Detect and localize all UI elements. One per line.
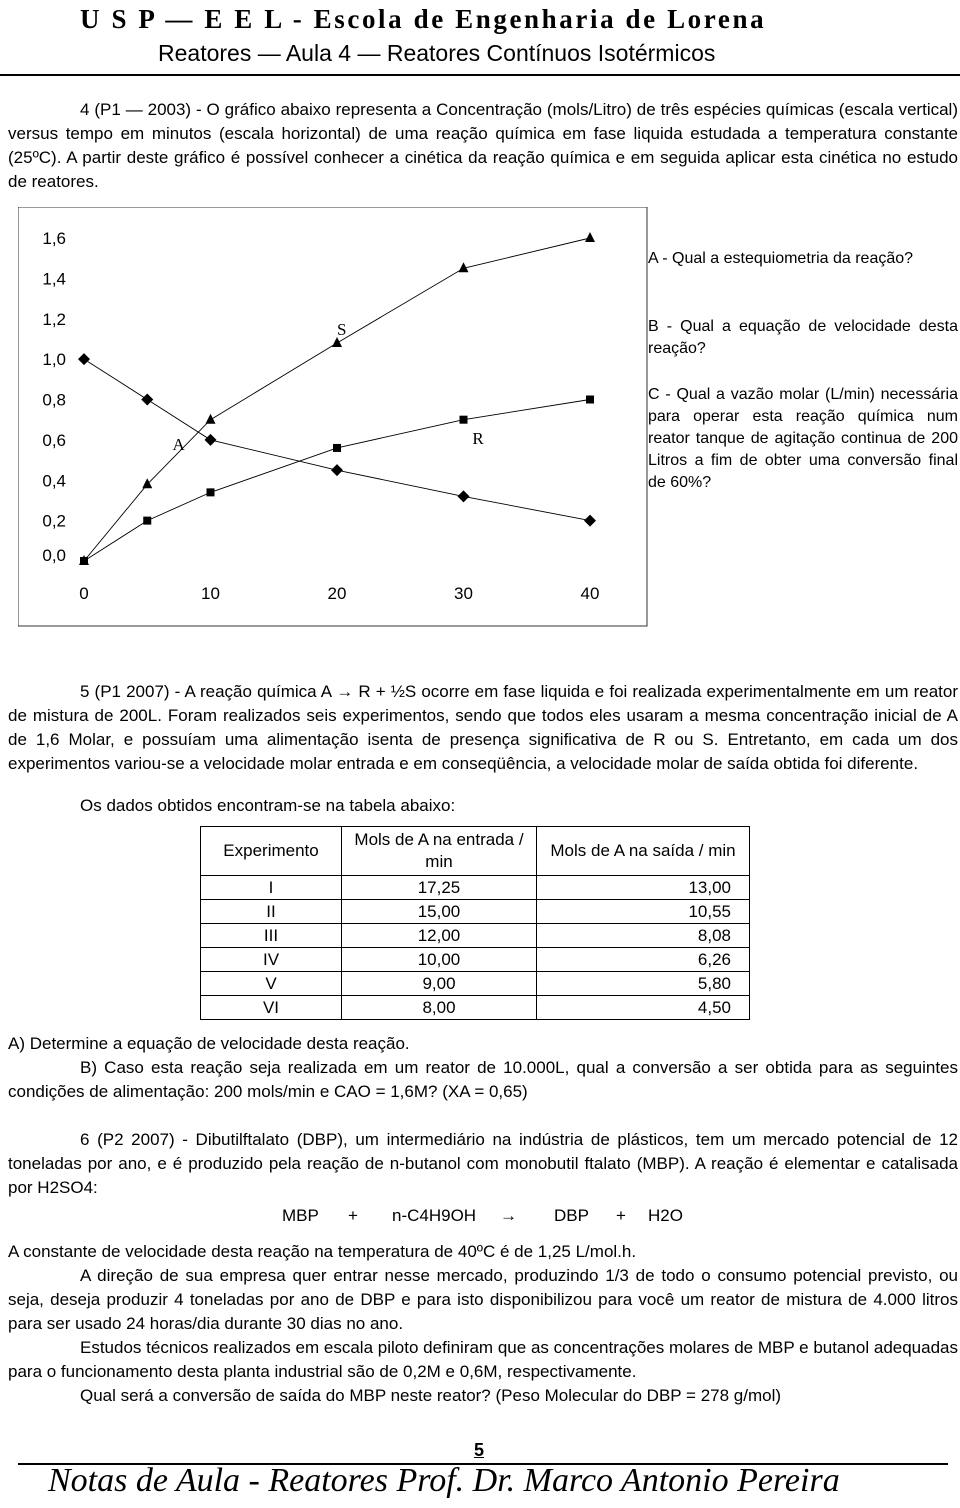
q6-paragraph-5-text: Qual será a conversão de saída do MBP neste reator? (Peso Molecular do DBP = 278 g/mol) — [80, 1386, 782, 1405]
x-tick-label: 0 — [79, 584, 89, 603]
marker-diamond-A — [78, 353, 90, 365]
cell-experiment: I — [201, 876, 342, 900]
course-subtitle: Reatores — Aula 4 — Reatores Contínuos Isotérmicos — [158, 40, 716, 66]
table-header-outlet: Mols de A na saída / min — [537, 827, 750, 876]
table-row — [201, 996, 750, 1020]
q6-paragraph-3-text: A direção de sua empresa quer entrar nesse mercado, produzindo 1/3 de todo o consumo potencial previsto, ou seja, deseja produzir 4 toneladas por ano de DBP e para isto disponibilizou para você um reator de mistura de 4.000 litros para ser usado 24 horas/dia durante 30 dias no ano. — [8, 1266, 958, 1333]
table-row — [201, 900, 750, 924]
cell-inlet: 10,00 — [342, 948, 537, 972]
cell-outlet: 5,80 — [537, 972, 750, 996]
cell-experiment: II — [201, 900, 342, 924]
q5-question-a-text: A) Determine a equação de velocidade desta reação. — [8, 1034, 410, 1053]
q6-paragraph-3 — [8, 1264, 958, 1336]
concentration-chart — [18, 207, 648, 627]
marker-diamond-A — [205, 434, 217, 446]
y-tick-label: 1,4 — [42, 269, 66, 289]
chart-series-lines — [84, 238, 590, 561]
q4-question-a: A - Qual a estequiometria da reação? — [648, 250, 914, 267]
series-line-A — [84, 359, 590, 520]
marker-diamond-A — [584, 515, 596, 527]
table-header-inlet: Mols de A na entrada / min — [342, 827, 537, 876]
eq-water: H2O — [648, 1206, 683, 1225]
marker-square-R — [80, 557, 88, 565]
marker-diamond-A — [141, 394, 153, 406]
y-tick-label: 1,0 — [42, 350, 66, 370]
table-body — [201, 876, 750, 1020]
x-tick-label: 30 — [454, 584, 473, 603]
cell-inlet: 12,00 — [342, 924, 537, 948]
q6-paragraph-5 — [8, 1384, 958, 1408]
y-tick-label: 0,6 — [42, 430, 66, 450]
chart-border — [18, 207, 647, 626]
chart-svg — [18, 207, 648, 627]
eq-dbp: DBP — [554, 1206, 589, 1225]
chart-series-markers — [78, 232, 596, 565]
cell-inlet: 17,25 — [342, 876, 537, 900]
marker-square-R — [143, 517, 151, 525]
y-tick-label: 0,8 — [42, 390, 66, 410]
footer-text: Notas de Aula - Reatores Prof. Dr. Marco Antonio Pereira — [48, 1462, 840, 1499]
experiment-table — [200, 826, 750, 1020]
y-tick-label: 1,2 — [42, 309, 66, 329]
cell-outlet: 10,55 — [537, 900, 750, 924]
table-row — [201, 876, 750, 900]
cell-inlet: 8,00 — [342, 996, 537, 1020]
table-row — [201, 924, 750, 948]
eq-mbp: MBP — [282, 1206, 319, 1225]
marker-triangle-S — [585, 232, 595, 242]
page-header — [0, 0, 960, 76]
q6-paragraph-4 — [8, 1336, 958, 1384]
marker-square-R — [333, 444, 341, 452]
x-tick-label: 20 — [327, 584, 347, 603]
y-tick-label: 1,6 — [42, 229, 66, 248]
q6-paragraph-4-text: Estudos técnicos realizados em escala piloto definiram que as concentrações molares de MBP e butanol adequadas para o funcionamento desta planta industrial são de 0,2M e 0,6M, respectivamente. — [8, 1338, 958, 1381]
series-line-R — [84, 400, 590, 562]
eq-plus-1: + — [348, 1206, 358, 1225]
q5-question-b — [8, 1056, 958, 1104]
marker-square-R — [460, 416, 468, 424]
marker-diamond-A — [331, 464, 343, 476]
y-tick-label: 0,2 — [42, 511, 66, 531]
cell-outlet: 4,50 — [537, 996, 750, 1020]
chart-series-labels — [173, 320, 485, 454]
cell-inlet: 15,00 — [342, 900, 537, 924]
cell-outlet: 6,26 — [537, 948, 750, 972]
marker-square-R — [586, 396, 594, 404]
series-line-S — [84, 238, 590, 561]
cell-inlet: 9,00 — [342, 972, 537, 996]
cell-experiment: V — [201, 972, 342, 996]
series-label-R: R — [472, 428, 484, 448]
marker-triangle-S — [142, 478, 152, 488]
cell-experiment: III — [201, 924, 342, 948]
q5-question-b-text: B) Caso esta reação seja realizada em um reator de 10.000L, qual a conversão a ser obtida para as seguintes condições de alimentação: 200 mols/min e CAO = 1,6M? (XA = 0,65) — [8, 1058, 958, 1101]
q5-data-line-text: Os dados obtidos encontram-se na tabela abaixo: — [80, 796, 456, 815]
marker-square-R — [207, 488, 215, 496]
q6-paragraph-1-text: 6 (P2 2007) - Dibutilftalato (DBP), um intermediário na indústria de plásticos, tem um mercado potencial de 12 toneladas por ano, e é produzido pela reação de n-butanol com monobutil ftalato (MBP). A reação é elementar e catalisada por H2SO4: — [8, 1130, 958, 1197]
table-row — [201, 972, 750, 996]
q5-intro — [8, 680, 958, 776]
x-tick-label: 10 — [201, 584, 220, 603]
q6-paragraph-2 — [8, 1240, 958, 1264]
marker-triangle-S — [206, 414, 216, 424]
table-row — [201, 948, 750, 972]
q5-intro-text: 5 (P1 2007) - A reação química A → R + ½S ocorre em fase liquida e foi realizada experimentalmente em um reator de mistura de 200L. Foram realizados seis experimentos, sendo que todos eles usaram a mesma concentração inicial de A de 1,6 Molar, e possuíam uma alimentação isenta de presença significativa de R ou S. Entretanto, em cada um dos experimentos variou-se a velocidade molar entrada e em conseqüência, a velocidade molar de saída obtida foi diferente. — [8, 682, 958, 773]
cell-experiment: IV — [201, 948, 342, 972]
q5-question-a — [8, 1032, 958, 1056]
cell-experiment: VI — [201, 996, 342, 1020]
eq-arrow: → — [500, 1206, 517, 1225]
y-tick-label: 0,4 — [42, 471, 66, 491]
cell-outlet: 8,08 — [537, 924, 750, 948]
series-label-A: A — [172, 434, 185, 454]
table-header-experiment: Experimento — [201, 827, 342, 876]
x-tick-label: 40 — [580, 584, 600, 603]
page-number: 5 — [474, 1440, 485, 1460]
q4-intro-text: 4 (P1 — 2003) - O gráfico abaixo representa a Concentração (mols/Litro) de três espécies químicas (escala vertical) versus tempo em minutos (escala horizontal) de uma reação química em fase liquida estudada a temperatura constante (25ºC). A partir deste gráfico é possível conhecer a cinética da reação química e em seguida aplicar esta cinética no estudo de reatores. — [8, 100, 958, 191]
cell-outlet: 13,00 — [537, 876, 750, 900]
q4-intro — [8, 98, 958, 194]
q4-question-c: C - Qual a vazão molar (L/min) necessária para operar esta reação química num reator tanque de agitação continua de 200 Litros a fim de obter uma conversão final de 60%? — [648, 386, 958, 491]
series-label-S: S — [337, 319, 347, 339]
q6-paragraph-1 — [8, 1128, 958, 1200]
eq-butanol: n-C4H9OH — [392, 1206, 477, 1225]
chart-axes — [42, 229, 599, 603]
q5-data-line — [8, 794, 958, 818]
q6-paragraph-2-text: A constante de velocidade desta reação na temperatura de 40ºC é de 1,25 L/mol.h. — [8, 1242, 637, 1261]
q4-question-b: B - Qual a equação de velocidade desta reação? — [648, 318, 958, 357]
eq-plus-2: + — [616, 1206, 626, 1225]
institution-title: U S P — E E L - Escola de Engenharia de Lorena — [80, 4, 767, 34]
y-tick-label: 0,0 — [42, 546, 66, 565]
marker-diamond-A — [458, 490, 470, 502]
table-header-row — [201, 827, 750, 876]
